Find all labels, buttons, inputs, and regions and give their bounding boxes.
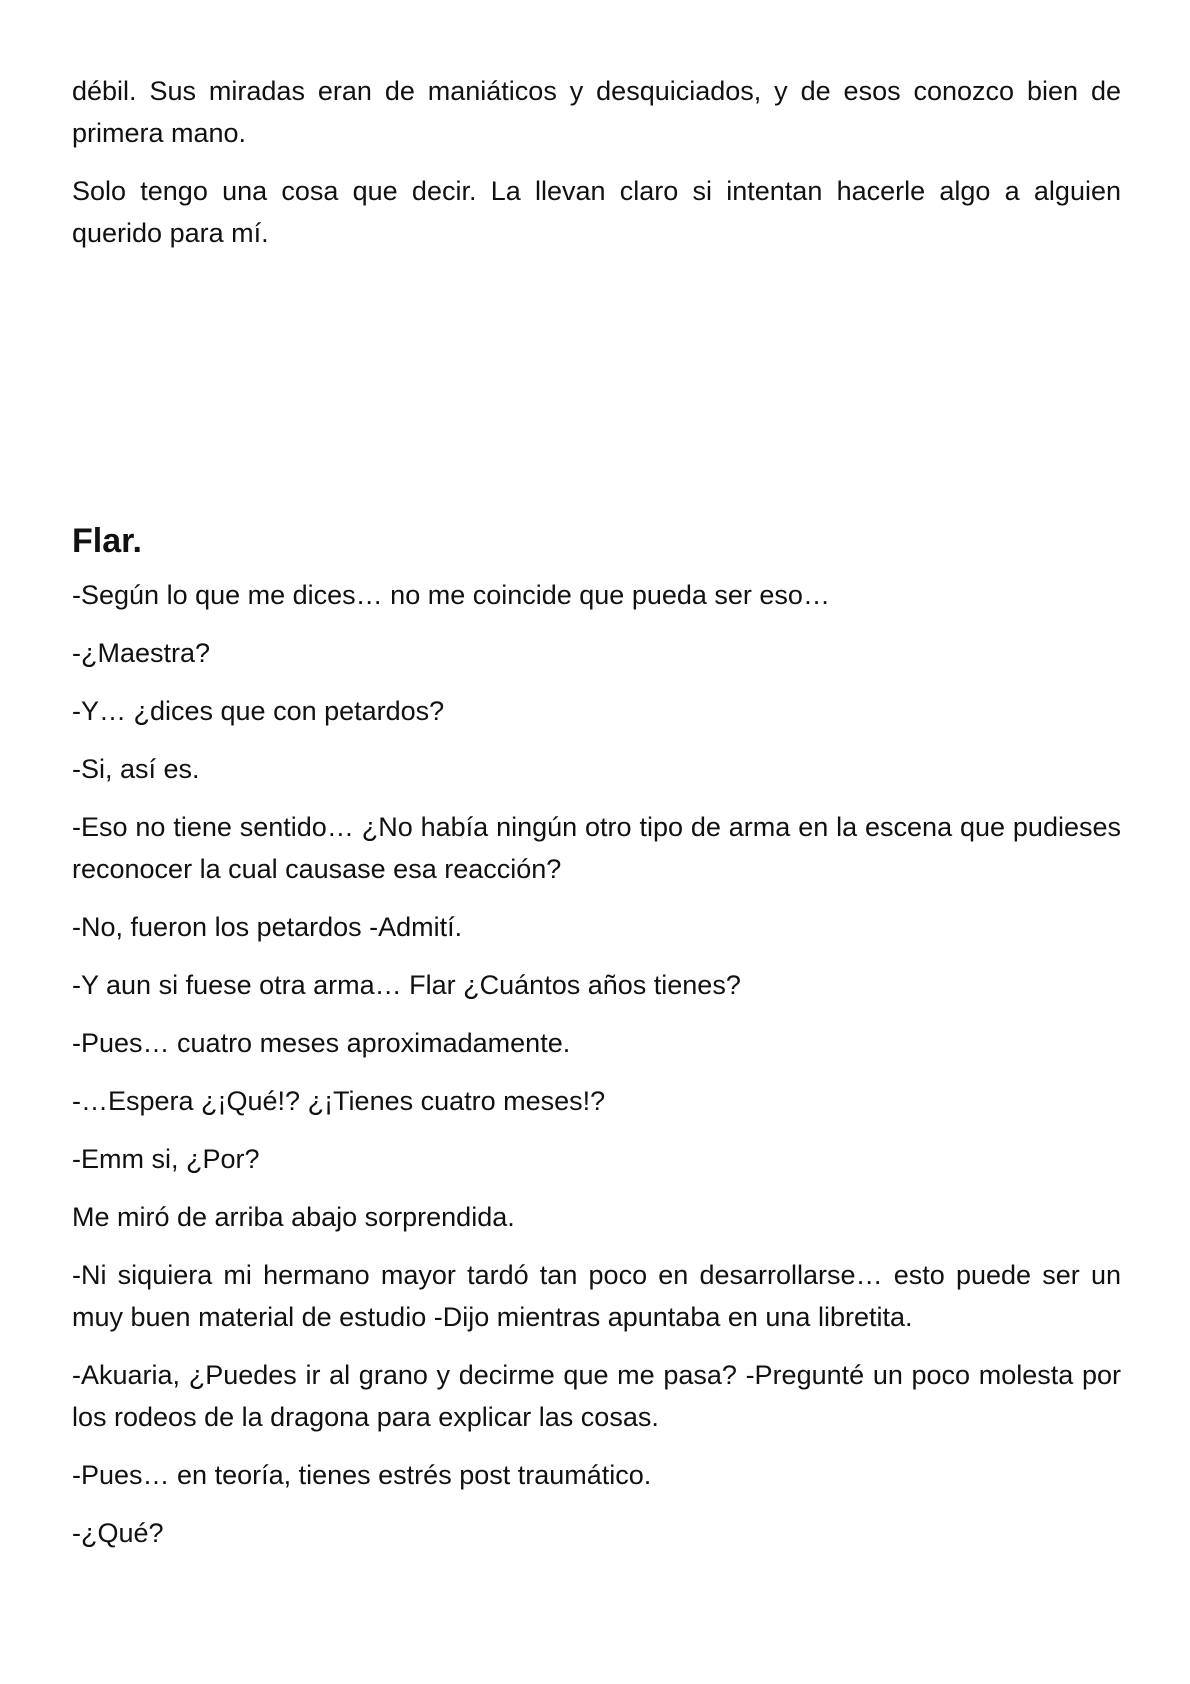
- narration-line: Me miró de arriba abajo sorprendida.: [72, 1202, 515, 1232]
- section-spacer: [72, 270, 1121, 520]
- dialogue-line: -¿Maestra?: [72, 638, 211, 668]
- dialogue-line: -Emm si, ¿Por?: [72, 1144, 260, 1174]
- dialogue-line: -¿Qué?: [72, 1518, 164, 1548]
- intro-paragraph: Solo tengo una cosa que decir. La llevan claro si intentan hacerle algo a alguien querido para mí.: [72, 176, 1121, 248]
- dialogue-line: -No, fueron los petardos -Admití.: [72, 912, 463, 942]
- dialogue-line: -Pues… en teoría, tienes estrés post traumático.: [72, 1460, 652, 1490]
- dialogue-line: -Akuaria, ¿Puedes ir al grano y decirme que me pasa? -Pregunté un poco molesta por los rodeos de la dragona para explicar las cosas.: [72, 1360, 1121, 1432]
- dialogue-line: -Eso no tiene sentido… ¿No había ningún otro tipo de arma en la escena que pudieses reconocer la cual causase esa reacción?: [72, 812, 1121, 884]
- intro-paragraph: débil. Sus miradas eran de maniáticos y desquiciados, y de esos conozco bien de primera mano.: [72, 76, 1121, 148]
- dialogue-line: -Y… ¿dices que con petardos?: [72, 696, 445, 726]
- dialogue-line: -Ni siquiera mi hermano mayor tardó tan poco en desarrollarse… esto puede ser un muy buen material de estudio -Dijo mientras apuntaba en una libretita.: [72, 1260, 1121, 1332]
- dialogue-line: -Y aun si fuese otra arma… Flar ¿Cuántos años tienes?: [72, 970, 741, 1000]
- dialogue-line: -Según lo que me dices… no me coincide que pueda ser eso…: [72, 580, 830, 610]
- dialogue-line: -Si, así es.: [72, 754, 200, 784]
- dialogue-line: -Pues… cuatro meses aproximadamente.: [72, 1028, 571, 1058]
- section-heading: Flar.: [72, 522, 142, 560]
- document-page: [72, 70, 1121, 1570]
- dialogue-line: -…Espera ¿¡Qué!? ¿¡Tienes cuatro meses!?: [72, 1086, 606, 1116]
